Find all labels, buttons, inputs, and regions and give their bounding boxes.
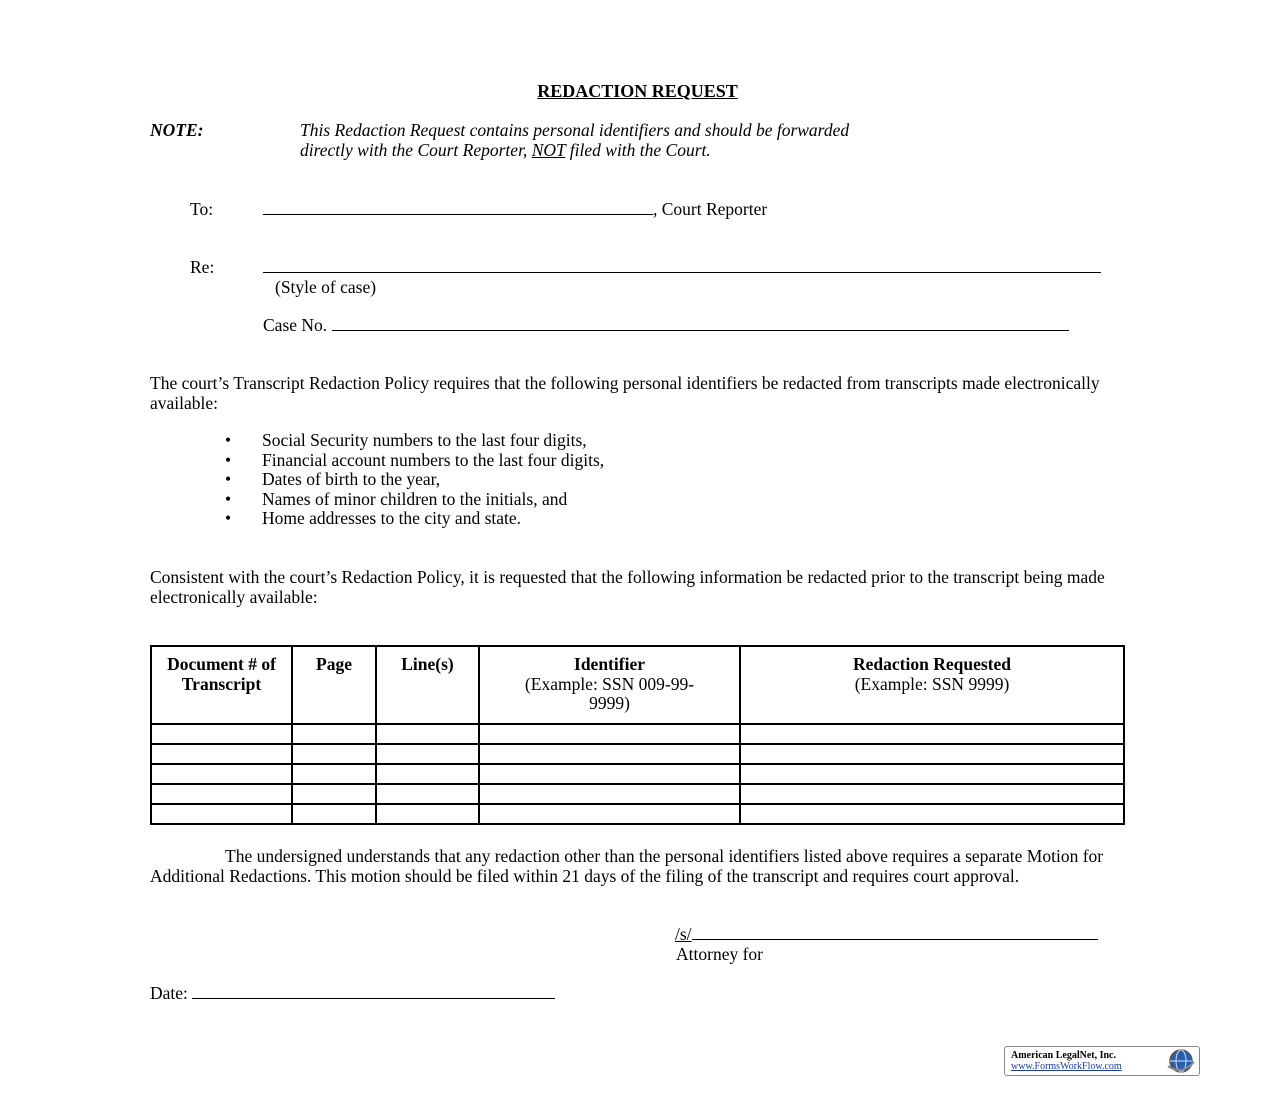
date-field[interactable] xyxy=(192,984,555,999)
list-item: • Social Security numbers to the last four digits, xyxy=(225,431,604,451)
table-row xyxy=(151,764,1124,784)
logo-company-name: American LegalNet, Inc. xyxy=(1011,1050,1116,1061)
signature-field[interactable] xyxy=(692,925,1098,940)
date-label: Date: xyxy=(150,983,188,1003)
list-item: • Names of minor children to the initials, and xyxy=(225,490,604,510)
note-line-2-end: filed with the Court. xyxy=(565,140,711,160)
re-label: Re: xyxy=(190,257,215,277)
header-identifier: Identifier (Example: SSN 009-99-9999) xyxy=(479,646,740,724)
request-paragraph: Consistent with the court’s Redaction Policy, it is requested that the following information be redacted prior to the transcript being made electronically available: xyxy=(150,567,1105,607)
court-reporter-suffix: , Court Reporter xyxy=(653,199,768,219)
to-label: To: xyxy=(190,199,214,219)
american-legalnet-logo[interactable] xyxy=(1004,1046,1200,1076)
case-no-label: Case No. xyxy=(263,315,328,335)
document-title: REDACTION REQUEST xyxy=(537,81,738,101)
note-line-2-start: directly with the Court Reporter, xyxy=(300,140,532,160)
identifier-bullet-list xyxy=(225,431,604,529)
list-item: • Dates of birth to the year, xyxy=(225,470,604,490)
note-not-emphasis: NOT xyxy=(531,140,566,160)
to-row xyxy=(263,199,767,220)
policy-paragraph: The court’s Transcript Redaction Policy requires that the following personal identifiers be redacted from transcripts made electronically available: xyxy=(150,373,1100,413)
attorney-for-label: Attorney for xyxy=(676,944,763,964)
table-row xyxy=(151,784,1124,804)
header-page: Page xyxy=(292,646,376,724)
globe-icon xyxy=(1165,1048,1197,1074)
motion-paragraph: The undersigned understands that any redaction other than the personal identifiers listed above requires a separate Motion for Additional Redactions. This motion should be filed within 21 days of the filing of the transcript and requires court approval. xyxy=(150,846,1104,886)
header-document-number: Document # of Transcript xyxy=(151,646,292,724)
signature-prefix: /s/ xyxy=(675,924,692,944)
table-header-row xyxy=(151,646,1124,724)
court-reporter-name-field[interactable] xyxy=(263,200,653,215)
header-redaction-requested: Redaction Requested (Example: SSN 9999) xyxy=(740,646,1124,724)
note-line-1: This Redaction Request contains personal identifiers and should be forwarded xyxy=(300,120,850,140)
note-label: NOTE: xyxy=(150,120,204,140)
style-of-case-field[interactable] xyxy=(263,257,1101,278)
list-item: • Home addresses to the city and state. xyxy=(225,509,604,529)
case-no-field[interactable] xyxy=(332,316,1069,331)
style-of-case-caption: (Style of case) xyxy=(275,277,377,297)
case-no-row xyxy=(263,315,1069,336)
table-row xyxy=(151,744,1124,764)
signature-row xyxy=(675,924,1098,945)
date-row xyxy=(150,983,555,1004)
redaction-table xyxy=(150,645,1125,825)
header-lines: Line(s) xyxy=(376,646,479,724)
list-item: • Financial account numbers to the last four digits, xyxy=(225,451,604,471)
logo-website-link[interactable]: www.FormsWorkFlow.com xyxy=(1011,1061,1122,1072)
table-row xyxy=(151,804,1124,824)
note-text xyxy=(300,120,1120,160)
table-row xyxy=(151,724,1124,744)
